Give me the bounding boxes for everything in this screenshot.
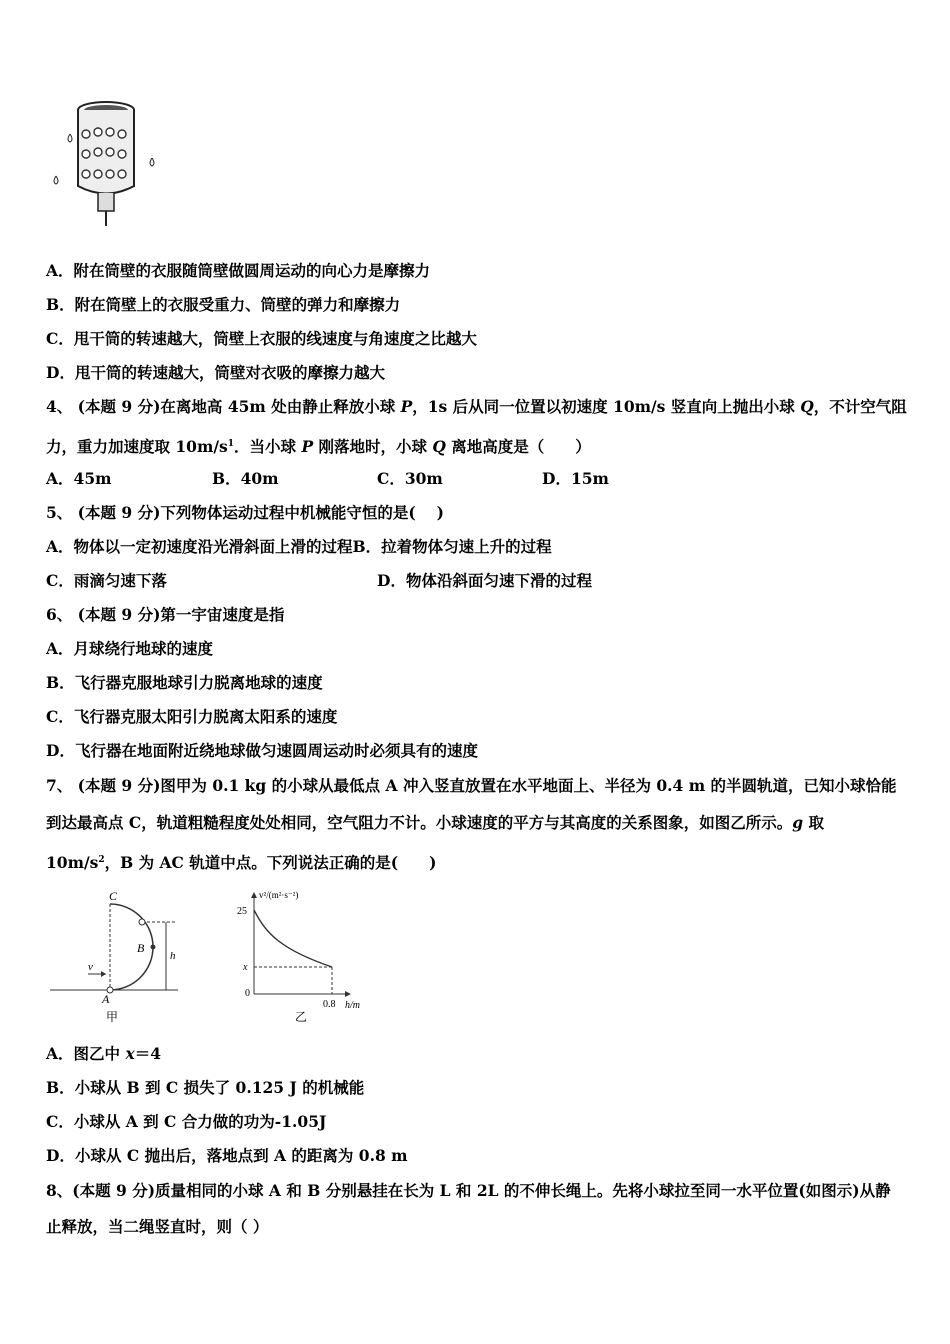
stem-text: 10m/s: [46, 853, 99, 873]
x-tick: 0.8: [323, 999, 336, 1010]
var-x: x: [125, 1044, 135, 1063]
stem-text: 到达最高点 C，轨道粗糙程度处处相同，空气阻力不计。小球速度的平方与其高度的关系图象，如图乙所示。: [46, 813, 793, 832]
option-label: B．: [46, 1078, 75, 1097]
q4-stem-line-1: [46, 397, 907, 417]
option-text: 附在筒壁上的衣服受重力、筒壁的弹力和摩擦力: [74, 295, 401, 314]
q8-stem-line-2: 止释放，当二绳竖直时，则（ ）: [46, 1217, 269, 1236]
q4-option-d: [542, 469, 609, 489]
q5-stem: 5、 (本题 9 分)下列物体运动过程中机械能守恒的是( ): [46, 503, 444, 522]
stem-text: 力，重力加速度取 10m/s: [46, 437, 228, 457]
option-text: 物体以一定初速度沿光滑斜面上滑的过程: [73, 537, 353, 556]
q6-option-c: [46, 707, 337, 727]
x-axis-label: h/m: [345, 1000, 360, 1011]
option-text: 甩干筒的转速越大，筒壁上衣服的线速度与角速度之比越大: [73, 329, 477, 348]
stem-text: 4、 (本题 9 分)在离地高 45m 处由静止释放小球: [46, 397, 401, 416]
stem-text: ，不计空气阻: [813, 397, 907, 416]
option-text: 飞行器克服地球引力脱离地球的速度: [74, 673, 323, 692]
label-b: B: [137, 941, 145, 955]
spin-dryer-figure: [48, 96, 166, 231]
option-label: A．: [46, 261, 74, 280]
option-text: 飞行器克服太阳引力脱离太阳系的速度: [73, 707, 338, 726]
q4-option-a: [46, 469, 112, 489]
option-text: 小球从 C 抛出后，落地点到 A 的距离为 0.8 m: [74, 1146, 408, 1165]
option-text: 雨滴匀速下落: [73, 571, 167, 590]
option-text: 甩干筒的转速越大，筒壁对衣吸的摩擦力越大: [74, 363, 385, 382]
stem-text: 离地高度是（ ）: [445, 437, 591, 457]
option-text: 小球从 B 到 C 损失了 0.125 J 的机械能: [74, 1078, 365, 1097]
option-label: D．: [377, 571, 406, 590]
option-text: 附在筒壁的衣服随筒壁做圆周运动的向心力是摩擦力: [73, 261, 431, 280]
label-v: v: [88, 961, 93, 973]
var-q: Q: [432, 437, 446, 457]
y-tick-x: x: [243, 962, 248, 973]
option-text: 月球绕行地球的速度: [73, 639, 214, 658]
q6-stem: 6、 (本题 9 分)第一宇宙速度是指: [46, 605, 285, 624]
q3-option-d: [46, 363, 385, 383]
option-label: C．: [46, 707, 74, 726]
option-label: D．: [46, 1146, 75, 1165]
origin-label: 0: [245, 988, 250, 999]
q7-option-b: [46, 1078, 364, 1098]
q7-stem-line-2: [46, 813, 824, 833]
q7-option-c: [46, 1112, 326, 1132]
q4-stem-line-2: [46, 434, 591, 457]
option-text: 45m: [73, 469, 112, 488]
var-p: P: [400, 397, 413, 416]
figure-yi: [232, 886, 382, 1026]
var-p: P: [301, 437, 314, 457]
label-h: h: [170, 950, 176, 962]
y-tick-top: 25: [237, 906, 247, 917]
q7-stem-line-1: 7、 (本题 9 分)图甲为 0.1 kg 的小球从最低点 A 冲入竖直放置在水平地面上、半径为 0.4 m 的半圆轨道，已知小球恰能: [46, 776, 897, 795]
option-text: 物体沿斜面匀速下滑的过程: [405, 571, 592, 590]
q3-option-a: [46, 261, 430, 281]
option-label: A．: [46, 639, 74, 658]
var-q: Q: [800, 397, 814, 416]
option-text: ＝4: [134, 1044, 161, 1063]
option-label: C．: [46, 571, 74, 590]
label-a: A: [102, 992, 110, 1006]
option-label: D．: [542, 469, 571, 488]
stem-text: ，B 为 AC 轨道中点。下列说法正确的是( ): [104, 853, 437, 873]
superscript: 2: [98, 855, 105, 865]
option-label: B．: [46, 295, 75, 314]
q5-option-c: [46, 571, 167, 591]
q6-option-b: [46, 673, 323, 693]
option-text: 图乙中: [73, 1044, 126, 1063]
option-text: 40m: [240, 469, 279, 488]
option-label: C．: [46, 1112, 74, 1131]
q3-option-b: [46, 295, 400, 315]
q7-option-a: [46, 1044, 161, 1064]
option-label: A．: [46, 537, 74, 556]
q6-option-d: [46, 741, 478, 761]
option-label: B．: [212, 469, 241, 488]
q6-option-a: [46, 639, 213, 659]
q5-option-ab: [46, 537, 552, 557]
q7-option-d: [46, 1146, 408, 1166]
option-label: C．: [377, 469, 405, 488]
option-label: D．: [46, 363, 75, 382]
label-c: C: [109, 889, 118, 903]
stem-text: ，1s 后从同一位置以初速度 10m/s 竖直向上抛出小球: [412, 397, 801, 416]
q4-option-b: [212, 469, 279, 489]
superscript: 1: [227, 439, 235, 449]
option-label: B．: [46, 673, 75, 692]
option-text: 30m: [404, 469, 443, 488]
q4-option-c: [377, 469, 443, 489]
option-label: C．: [46, 329, 74, 348]
q8-stem-line-1: 8、(本题 9 分)质量相同的小球 A 和 B 分别悬挂在长为 L 和 2L 的不伸长绳上。先将小球拉至同一水平位置(如图示)从静: [46, 1181, 891, 1200]
caption-jia: 甲: [106, 1010, 119, 1024]
option-label: D．: [46, 741, 75, 760]
option-label: A．: [46, 469, 74, 488]
option-text: 小球从 A 到 C 合力做的功为-1.05J: [73, 1112, 327, 1131]
var-g: g: [792, 813, 804, 832]
caption-yi: 乙: [295, 1010, 308, 1024]
q7-stem-line-3: [46, 850, 436, 873]
q3-option-c: [46, 329, 477, 349]
option-label: A．: [46, 1044, 74, 1063]
stem-text: ．当小球: [234, 437, 302, 457]
option-label: B．: [352, 537, 382, 556]
option-text: 飞行器在地面附近绕地球做匀速圆周运动时必须具有的速度: [74, 741, 478, 760]
y-axis-label: v²/(m²·s⁻²): [259, 890, 299, 900]
option-text: 15m: [570, 469, 609, 488]
figure-jia: [48, 886, 188, 1026]
q5-option-d: [377, 571, 592, 591]
stem-text: 刚落地时，小球: [313, 437, 433, 457]
option-text: 拉着物体匀速上升的过程: [381, 537, 552, 556]
stem-text: 取: [803, 813, 824, 832]
